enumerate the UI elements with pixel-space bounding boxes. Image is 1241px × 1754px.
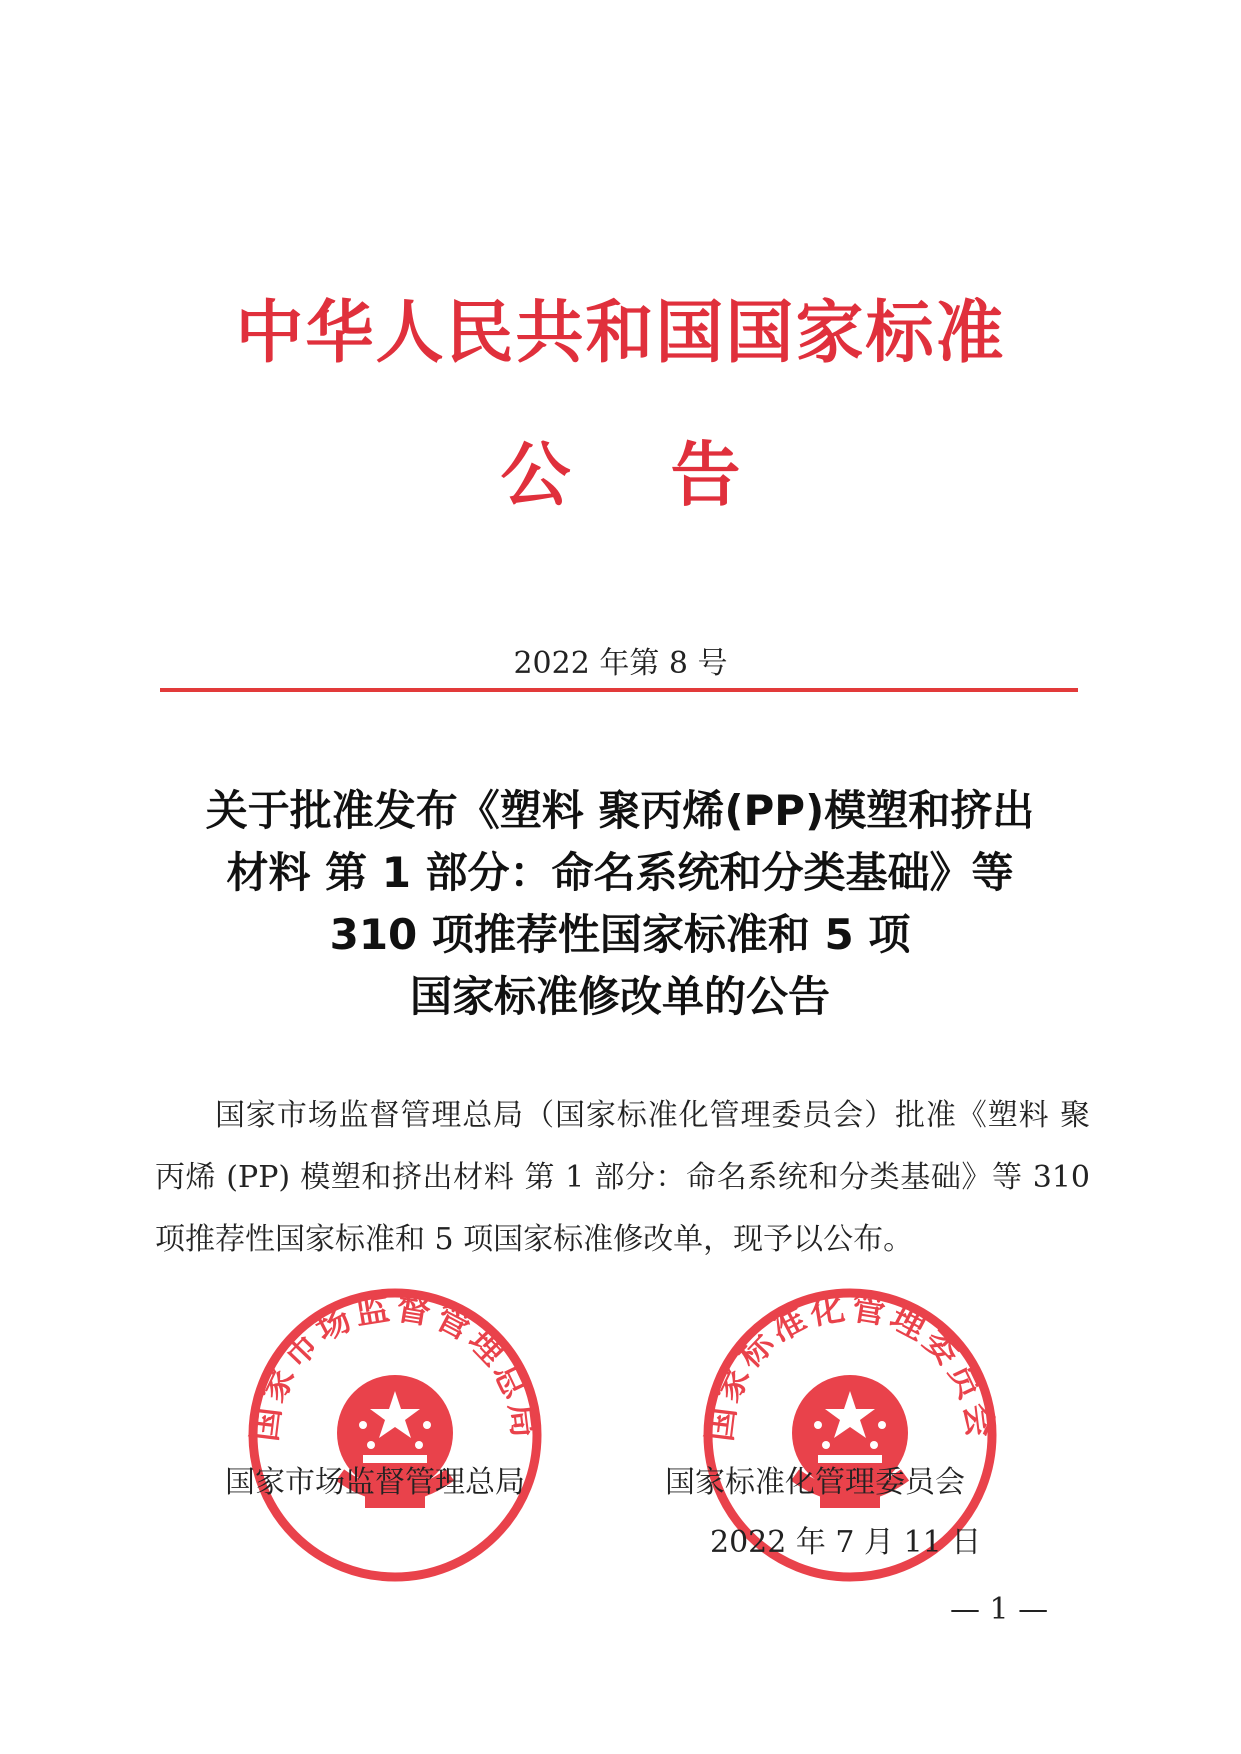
announcement-title (150, 780, 1090, 1028)
masthead-title: 中华人民共和国国家标准 (235, 294, 1006, 373)
body-text (155, 1085, 1090, 1271)
masthead-subtitle: 公告 (500, 434, 841, 516)
red-divider (160, 688, 1078, 692)
seal-left-icon (245, 1285, 545, 1585)
document-number: 2022 年第 8 号 (513, 646, 728, 681)
title-line-4: 国家标准修改单的公告 (409, 972, 830, 1021)
body-paragraph: 国家市场监督管理总局（国家标准化管理委员会）批准《塑料 聚丙烯 (PP) 模塑和挤出材料 第 1 部分：命名系统和分类基础》等 310 项推荐性国家标准和 5 项国家标准修改单，现予以公布。 (155, 1098, 1090, 1257)
page-number: — 1 — (950, 1592, 1049, 1627)
issue-date: 2022 年 7 月 11 日 (710, 1525, 982, 1560)
title-line-1: 关于批准发布《塑料 聚丙烯(PP)模塑和挤出 (205, 786, 1035, 835)
seal-left-text: 国家市场监督管理总局 (245, 1287, 545, 1444)
title-line-3: 310 项推荐性国家标准和 5 项 (329, 910, 911, 959)
signer-right: 国家标准化管理委员会 (665, 1465, 965, 1500)
seal-right-text: 国家标准化管理委员会 (700, 1287, 1000, 1444)
title-line-2: 材料 第 1 部分：命名系统和分类基础》等 (226, 848, 1014, 897)
signer-left: 国家市场监督管理总局 (225, 1465, 525, 1500)
